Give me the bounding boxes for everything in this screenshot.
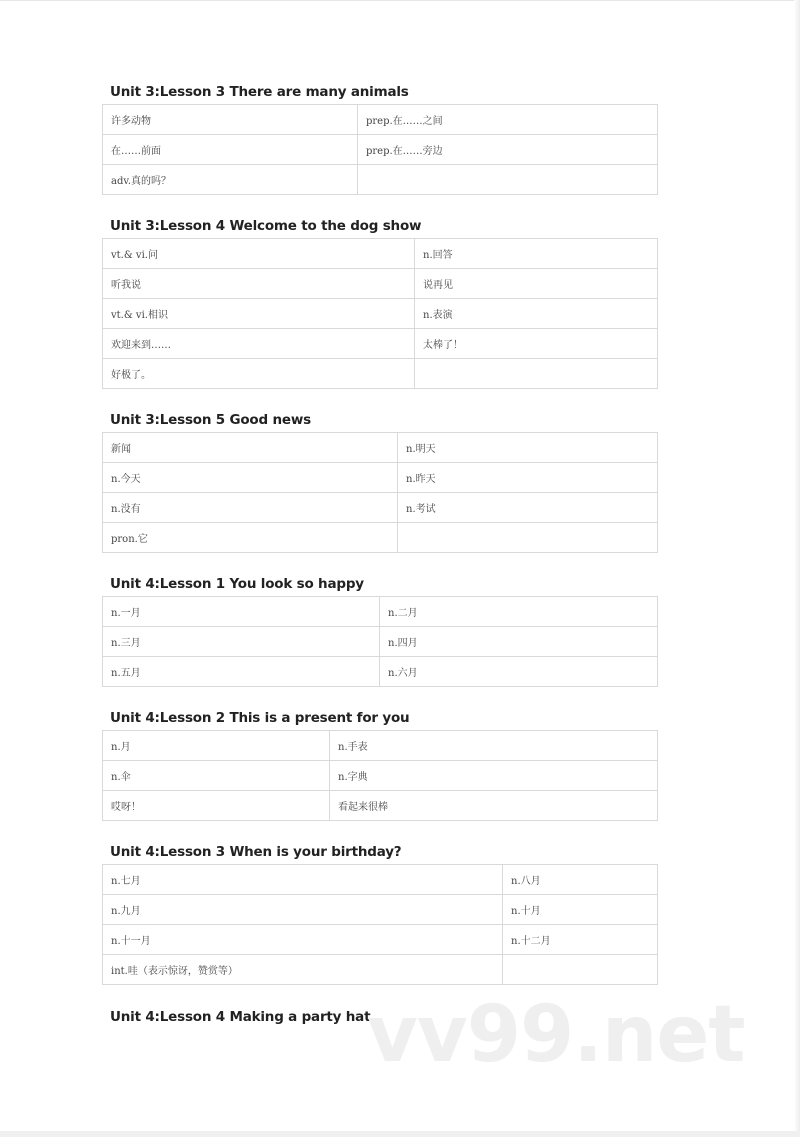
vocab-cell: n.五月 xyxy=(103,657,380,687)
table-row xyxy=(103,239,658,269)
vocab-cell: n.十二月 xyxy=(503,925,658,955)
vocab-cell: n.四月 xyxy=(380,627,658,657)
vocab-cell: n.一月 xyxy=(103,597,380,627)
vocab-cell: n.回答 xyxy=(415,239,658,269)
vocab-table xyxy=(102,596,658,687)
page-top-border xyxy=(0,0,800,1)
vocab-cell: n.七月 xyxy=(103,865,503,895)
vocab-cell: n.明天 xyxy=(398,433,658,463)
lesson-title: Unit 3:Lesson 3 There are many animals xyxy=(110,84,409,100)
lesson-title: Unit 3:Lesson 4 Welcome to the dog show xyxy=(110,218,422,234)
vocab-cell: prep.在……之间 xyxy=(358,105,658,135)
lesson-section xyxy=(102,842,657,985)
lesson-title: Unit 4:Lesson 4 Making a party hat xyxy=(110,1009,371,1025)
page-bottom-border xyxy=(0,1131,800,1137)
vocab-cell: 好极了。 xyxy=(103,359,415,389)
table-row xyxy=(103,895,658,925)
vocab-cell: 欢迎来到…… xyxy=(103,329,415,359)
table-row xyxy=(103,359,658,389)
vocab-cell xyxy=(415,359,658,389)
vocab-cell: n.九月 xyxy=(103,895,503,925)
vocab-table xyxy=(102,104,658,195)
vocab-cell xyxy=(503,955,658,985)
vocab-cell: n.伞 xyxy=(103,761,330,791)
table-row xyxy=(103,925,658,955)
table-row xyxy=(103,761,658,791)
vocab-cell xyxy=(398,523,658,553)
table-row xyxy=(103,299,658,329)
table-row xyxy=(103,791,658,821)
vocab-cell: prep.在……旁边 xyxy=(358,135,658,165)
vocab-cell: 新闻 xyxy=(103,433,398,463)
vocab-cell: adv.真的吗？ xyxy=(103,165,358,195)
vocab-cell: 太棒了！ xyxy=(415,329,658,359)
table-row xyxy=(103,627,658,657)
table-row xyxy=(103,657,658,687)
table-row xyxy=(103,105,658,135)
lesson-section xyxy=(102,216,657,389)
table-row xyxy=(103,329,658,359)
vocab-cell: n.十月 xyxy=(503,895,658,925)
vocab-cell: n.考试 xyxy=(398,493,658,523)
table-row xyxy=(103,865,658,895)
table-row xyxy=(103,165,658,195)
lesson-title: Unit 4:Lesson 2 This is a present for you xyxy=(110,710,410,726)
vocab-cell: vt.& vi.问 xyxy=(103,239,415,269)
vocab-cell: 在……前面 xyxy=(103,135,358,165)
vocab-cell: n.三月 xyxy=(103,627,380,657)
vocab-cell: vt.& vi.相识 xyxy=(103,299,415,329)
lesson-section xyxy=(102,82,657,195)
vocab-table xyxy=(102,730,658,821)
vocab-cell: pron.它 xyxy=(103,523,398,553)
table-row xyxy=(103,955,658,985)
vocab-cell: 哎呀！ xyxy=(103,791,330,821)
vocab-cell: n.没有 xyxy=(103,493,398,523)
vocab-cell: n.八月 xyxy=(503,865,658,895)
vocab-cell: int.哇（表示惊讶，赞赏等） xyxy=(103,955,503,985)
vocab-cell: n.昨天 xyxy=(398,463,658,493)
lesson-section xyxy=(102,574,657,687)
vocab-cell: 说再见 xyxy=(415,269,658,299)
page-right-shadow xyxy=(794,0,800,1137)
lesson-title: Unit 4:Lesson 1 You look so happy xyxy=(110,576,364,592)
lesson-section xyxy=(102,708,657,821)
table-row xyxy=(103,523,658,553)
vocab-cell: n.字典 xyxy=(330,761,658,791)
vocab-cell xyxy=(358,165,658,195)
vocab-cell: n.手表 xyxy=(330,731,658,761)
vocab-table xyxy=(102,432,658,553)
table-row xyxy=(103,493,658,523)
table-row xyxy=(103,135,658,165)
table-row xyxy=(103,269,658,299)
vocab-cell: 许多动物 xyxy=(103,105,358,135)
vocab-cell: n.今天 xyxy=(103,463,398,493)
lesson-title: Unit 4:Lesson 3 When is your birthday? xyxy=(110,844,402,860)
table-row xyxy=(103,597,658,627)
table-row xyxy=(103,433,658,463)
vocab-cell: n.二月 xyxy=(380,597,658,627)
vocab-cell: n.十一月 xyxy=(103,925,503,955)
vocab-table xyxy=(102,864,658,985)
lesson-section xyxy=(102,410,657,553)
vocab-cell: 听我说 xyxy=(103,269,415,299)
vocab-cell: n.月 xyxy=(103,731,330,761)
lesson-title: Unit 3:Lesson 5 Good news xyxy=(110,412,311,428)
table-row xyxy=(103,731,658,761)
watermark-text: vv99.net xyxy=(367,990,745,1080)
vocab-cell: n.表演 xyxy=(415,299,658,329)
vocab-table xyxy=(102,238,658,389)
vocab-cell: 看起来很棒 xyxy=(330,791,658,821)
vocab-cell: n.六月 xyxy=(380,657,658,687)
table-row xyxy=(103,463,658,493)
